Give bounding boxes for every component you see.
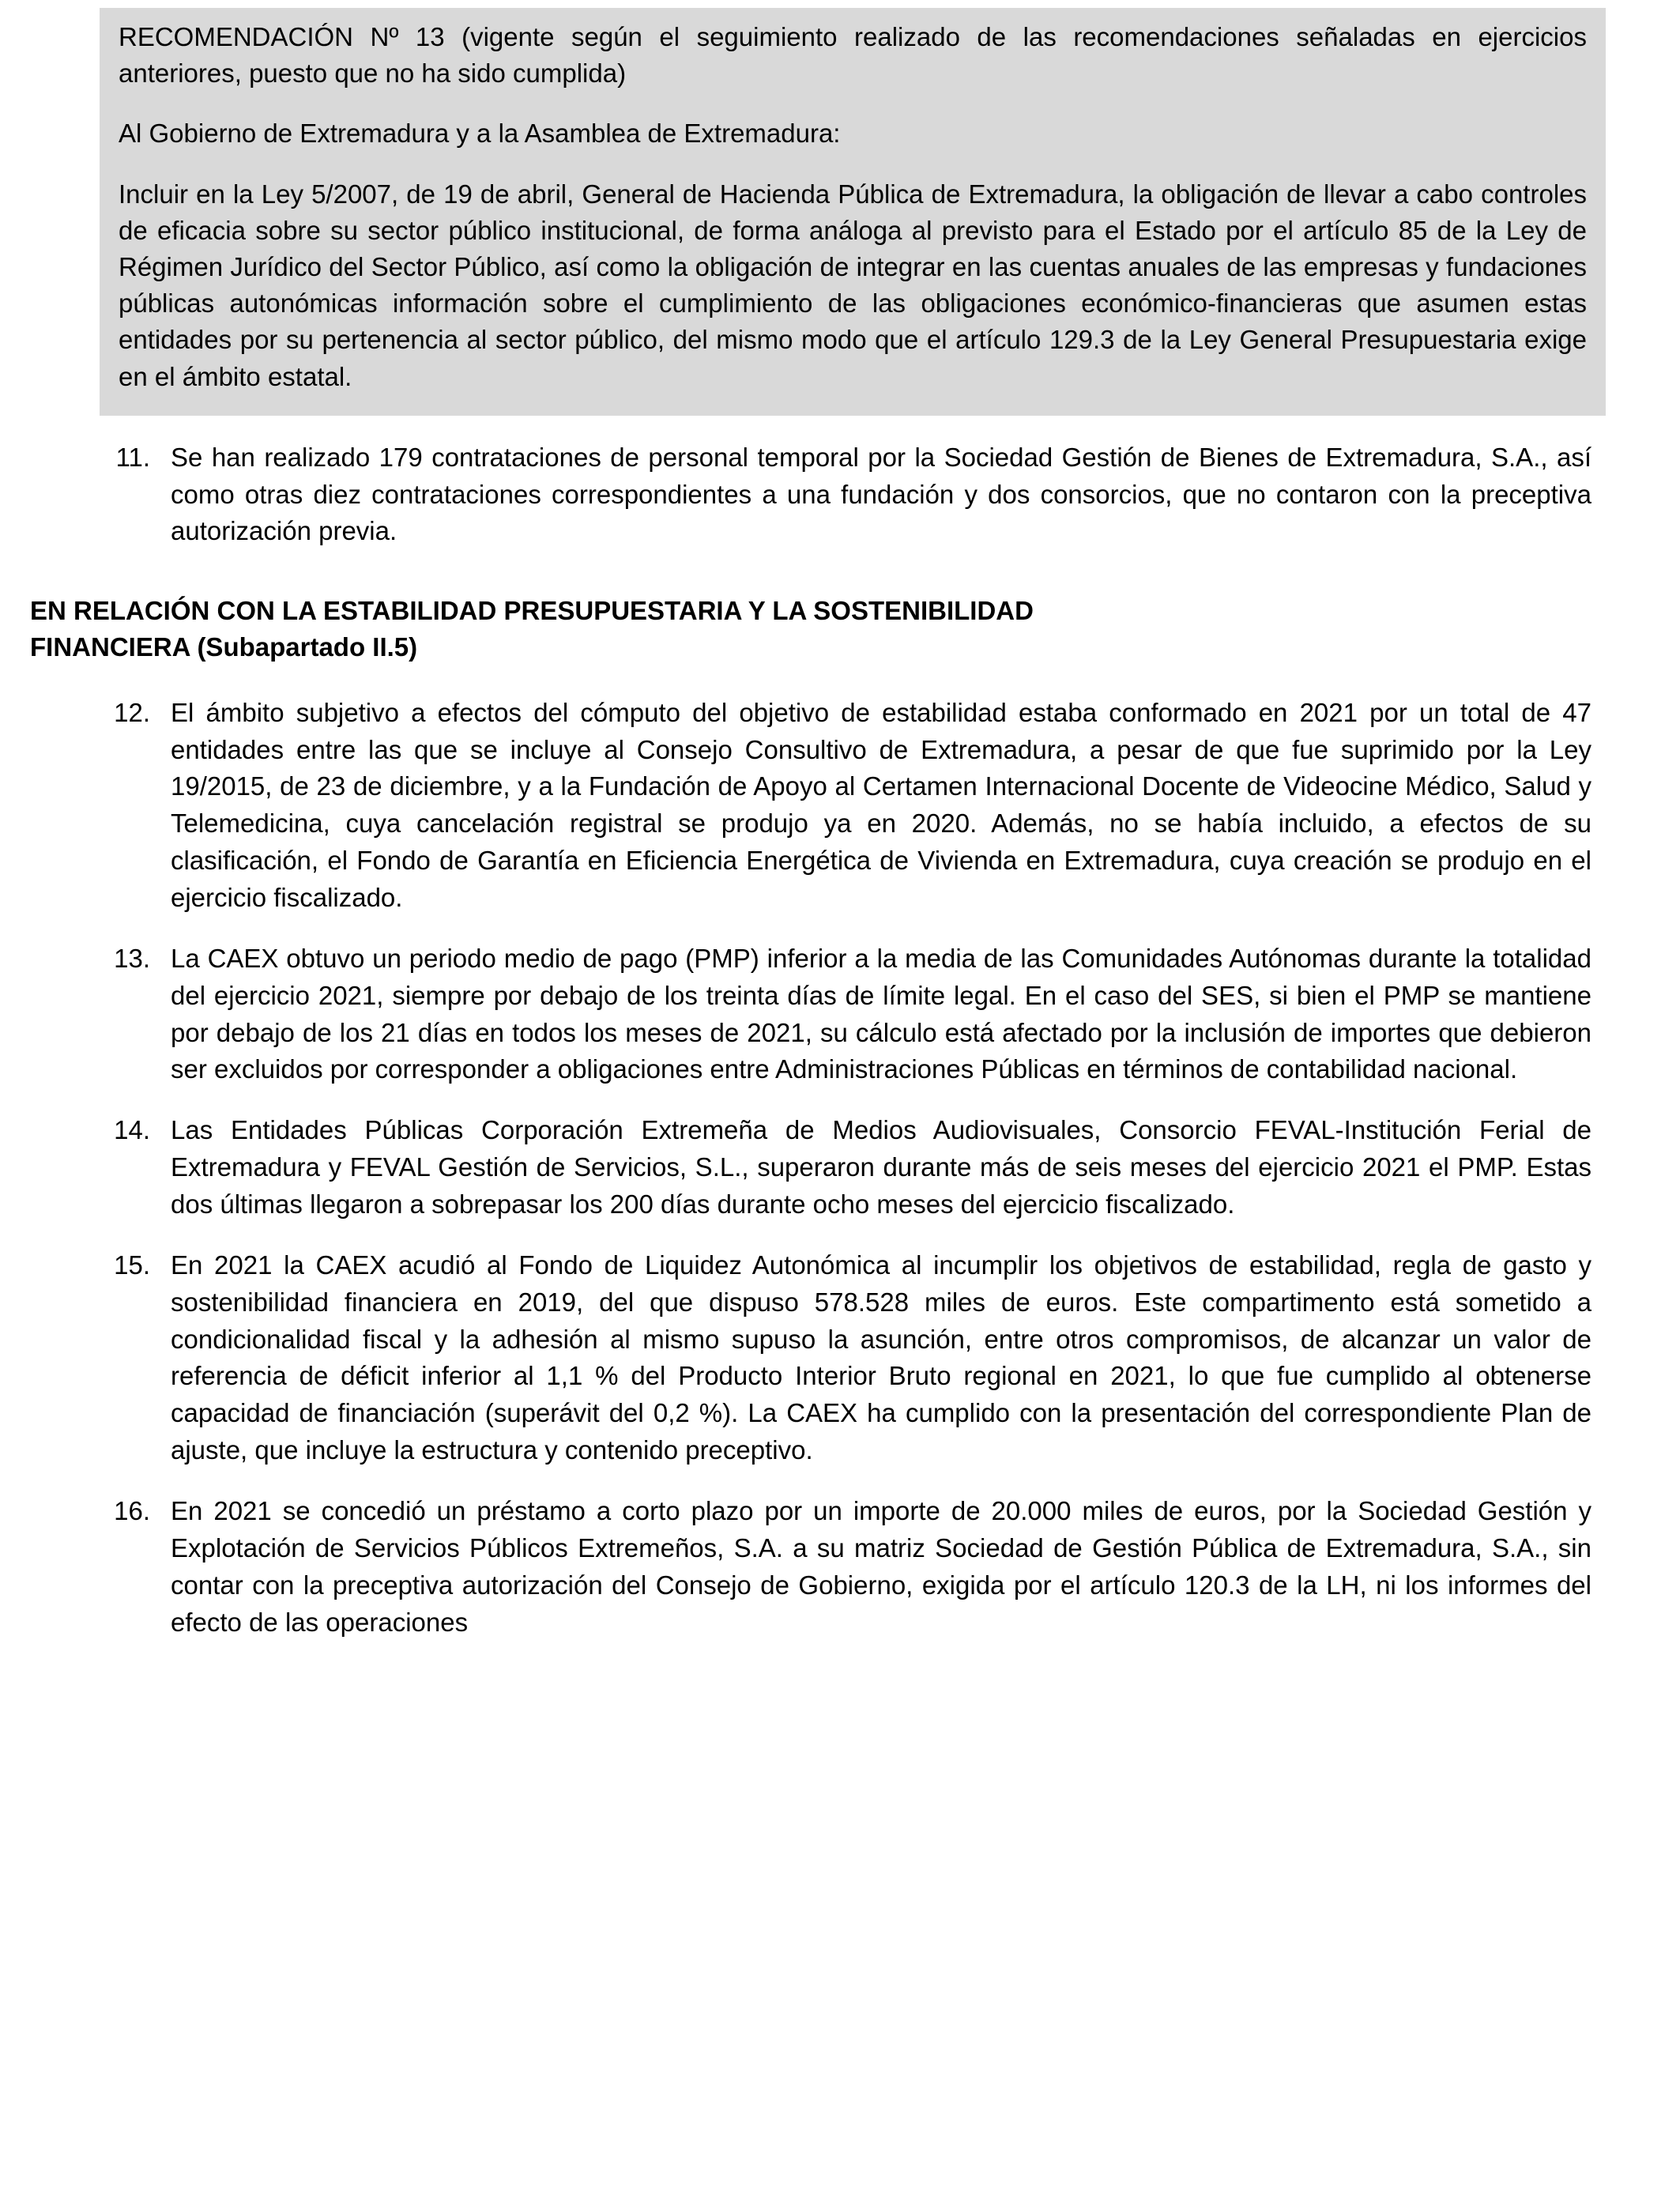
list-item-text: Las Entidades Públicas Corporación Extremeña de Medios Audiovisuales, Consorcio FEVAL-Institución Ferial de Extremadura y FEVAL Gestión de Servicios, S.L., superaron durante más de seis meses del ejercicio 2021 el PMP. Estas dos últimas llegaron a sobrepasar los 200 días durante ocho meses del ejercicio fiscalizado.	[171, 1115, 1591, 1219]
list-item	[109, 941, 1591, 1088]
recommendation-box	[100, 8, 1606, 416]
list-item	[109, 1112, 1591, 1223]
recommendation-addressee: Al Gobierno de Extremadura y a la Asamblea de Extremadura:	[119, 119, 841, 149]
list-item-number: 14.	[114, 1115, 150, 1145]
list-item-text: La CAEX obtuvo un periodo medio de pago (PMP) inferior a la media de las Comunidades Autónomas durante la totalidad del ejercicio 2021, siempre por debajo de los treinta días de límite legal. En el caso del SES, si bien el PMP se mantiene por debajo de los 21 días en todos los meses de 2021, su cálculo está afectado por la inclusión de importes que debieron ser excluidos por corresponder a obligaciones entre Administraciones Públicas en términos de contabilidad nacional.	[171, 943, 1591, 1084]
list-item-text: En 2021 la CAEX acudió al Fondo de Liquidez Autonómica al incumplir los objetivos de estabilidad, regla de gasto y sostenibilidad financiera en 2019, del que dispuso 578.528 miles de euros. Este compartimento está sometido a condicionalidad fiscal y la adhesión al mismo supuso la asunción, entre otros compromisos, de alcanzar un valor de referencia de déficit inferior al 1,1 % del Producto Interior Bruto regional en 2021, lo que fue cumplido al obtenerse capacidad de financiación (superávit del 0,2 %). La CAEX ha cumplido con la presentación del correspondiente Plan de ajuste, que incluye la estructura y contenido preceptivo.	[171, 1250, 1591, 1465]
list-item-text: En 2021 se concedió un préstamo a corto plazo por un importe de 20.000 miles de euros, por la Sociedad Gestión y Explotación de Servicios Públicos Extremeños, S.A. a su matriz Sociedad de Gestión Pública de Extremadura, S.A., sin contar con la preceptiva autorización del Consejo de Gobierno, exigida por el artículo 120.3 de la LH, ni los informes del efecto de las operaciones	[171, 1495, 1591, 1637]
section-heading-line-2: FINANCIERA (Subapartado II.5)	[30, 632, 418, 662]
list-item-text: Se han realizado 179 contrataciones de personal temporal por la Sociedad Gestión de Bienes de Extremadura, S.A., así como otras diez contrataciones correspondientes a una fundación y dos consorcios, que no contaron con la preceptiva autorización previa.	[171, 442, 1591, 546]
list-item-number: 12.	[114, 697, 150, 727]
list-item-text: El ámbito subjetivo a efectos del cómputo del objetivo de estabilidad estaba conformado en 2021 por un total de 47 entidades entre las que se incluye al Consejo Consultivo de Extremadura, a pesar de que fue suprimido por la Ley 19/2015, de 23 de diciembre, y a la Fundación de Apoyo al Certamen Internacional Docente de Videocine Médico, Salud y Telemedicina, cuya cancelación registral se produjo ya en 2020. Además, no se había incluido, a efectos de su clasificación, el Fondo de Garantía en Eficiencia Energética de Vivienda en Extremadura, cuya creación se produjo en el ejercicio fiscalizado.	[171, 697, 1591, 912]
recommendation-title: RECOMENDACIÓN Nº 13 (vigente según el seguimiento realizado de las recomendaciones señaladas en ejercicios anteriores, puesto que no ha sido cumplida)	[119, 22, 1587, 89]
list-item-number: 16.	[114, 1495, 150, 1525]
list-item	[109, 1247, 1591, 1469]
list-item-number: 11.	[115, 442, 150, 472]
list-item	[109, 1493, 1591, 1641]
list-item-number: 13.	[114, 943, 150, 973]
heading-spacer	[109, 666, 1591, 671]
list-item-number: 15.	[114, 1250, 150, 1280]
section-heading-line-1: EN RELACIÓN CON LA ESTABILIDAD PRESUPUESTARIA Y LA SOSTENIBILIDAD	[30, 596, 1034, 626]
recommendation-text: Incluir en la Ley 5/2007, de 19 de abril, General de Hacienda Pública de Extremadura, la obligación de llevar a cabo controles de eficacia sobre su sector público institucional, de forma análoga al previsto para el Estado por el artículo 85 de la Ley de Régimen Jurídico del Sector Público, así como la obligación de integrar en las cuentas anuales de las empresas y fundaciones públicas autonómicas información sobre el cumplimiento de las obligaciones económico-financieras que asumen estas entidades por su pertenencia al sector público, del mismo modo que el artículo 129.3 de la Ley General Presupuestaria exige en el ámbito estatal.	[119, 179, 1587, 391]
list-item	[109, 695, 1591, 917]
list-item	[109, 439, 1591, 551]
section-heading	[30, 593, 1591, 665]
